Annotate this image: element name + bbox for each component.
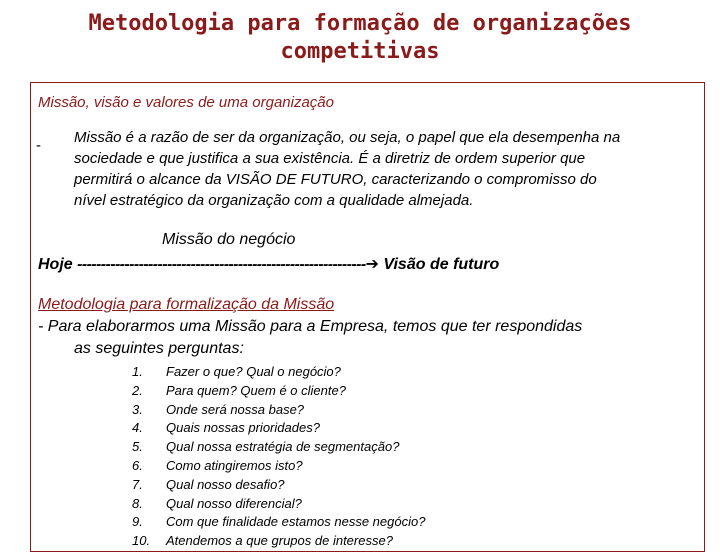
list-item-text: Quais nossas prioridades? [166,420,320,436]
list-item-text: Fazer o que? Qual o negócio? [166,364,341,379]
mission-line-4: nível estratégico da organização com a qualidade almejada. [74,192,474,209]
mission-line-3: permitirá o alcance da VISÃO DE FUTURO, caracterizando o compromisso do [74,171,597,188]
list-item-number: 6. [132,457,143,473]
list-item-number: 4. [132,420,143,436]
timeline-top-label: Missão do negócio [162,231,296,248]
section2-intro-1: - Para elaborarmos uma Missão para a Empresa, temos que ter respondidas [38,318,583,335]
timeline-row [38,254,499,274]
timeline-end: Visão de futuro [383,256,500,273]
timeline-dashes: ------------------------------------------------------------- [77,256,366,273]
list-item-text: Qual nossa estratégia de segmentação? [166,439,400,455]
list-item-text: Qual nosso desafio? [166,476,285,492]
section1-heading: Missão, visão e valores de uma organização [38,94,334,111]
slide-title [0,10,720,66]
section1-bullet: - [36,137,41,154]
timeline-start: Hoje [38,256,73,273]
list-item-number: 2. [132,382,143,398]
list-item-text: Com que finalidade estamos nesse negócio? [166,514,426,530]
list-item-text: Onde será nossa base? [166,401,305,417]
mission-line-1: Missão é a razão de ser da organização, ou seja, o papel que ela desempenha na [74,129,621,146]
list-item-text: Para quem? Quem é o cliente? [166,382,346,398]
title-line-2: competitivas [280,39,440,64]
list-item-number: 1. [132,364,143,379]
list-item-text: Atendemos a que grupos de interesse? [166,533,393,549]
section2-heading: Metodologia para formalização da Missão [38,296,335,313]
list-item-number: 5. [132,439,143,455]
list-item-number: 3. [132,401,143,417]
list-item-text: Qual nosso diferencial? [166,495,302,511]
list-item-number: 10. [132,533,151,549]
list-item-number: 9. [132,514,143,530]
list-item-number: 8. [132,495,143,511]
arrow-icon: ➔ [365,256,379,273]
mission-line-2: sociedade e que justifica a sua existência. É a diretriz de ordem superior que [74,150,586,167]
list-item-number: 7. [132,476,143,492]
section2-intro-2: as seguintes perguntas: [74,340,244,357]
mission-paragraph [74,127,704,211]
list-item-text: Como atingiremos isto? [166,457,303,473]
title-line-1: Metodologia para formação de organizações [88,11,632,36]
